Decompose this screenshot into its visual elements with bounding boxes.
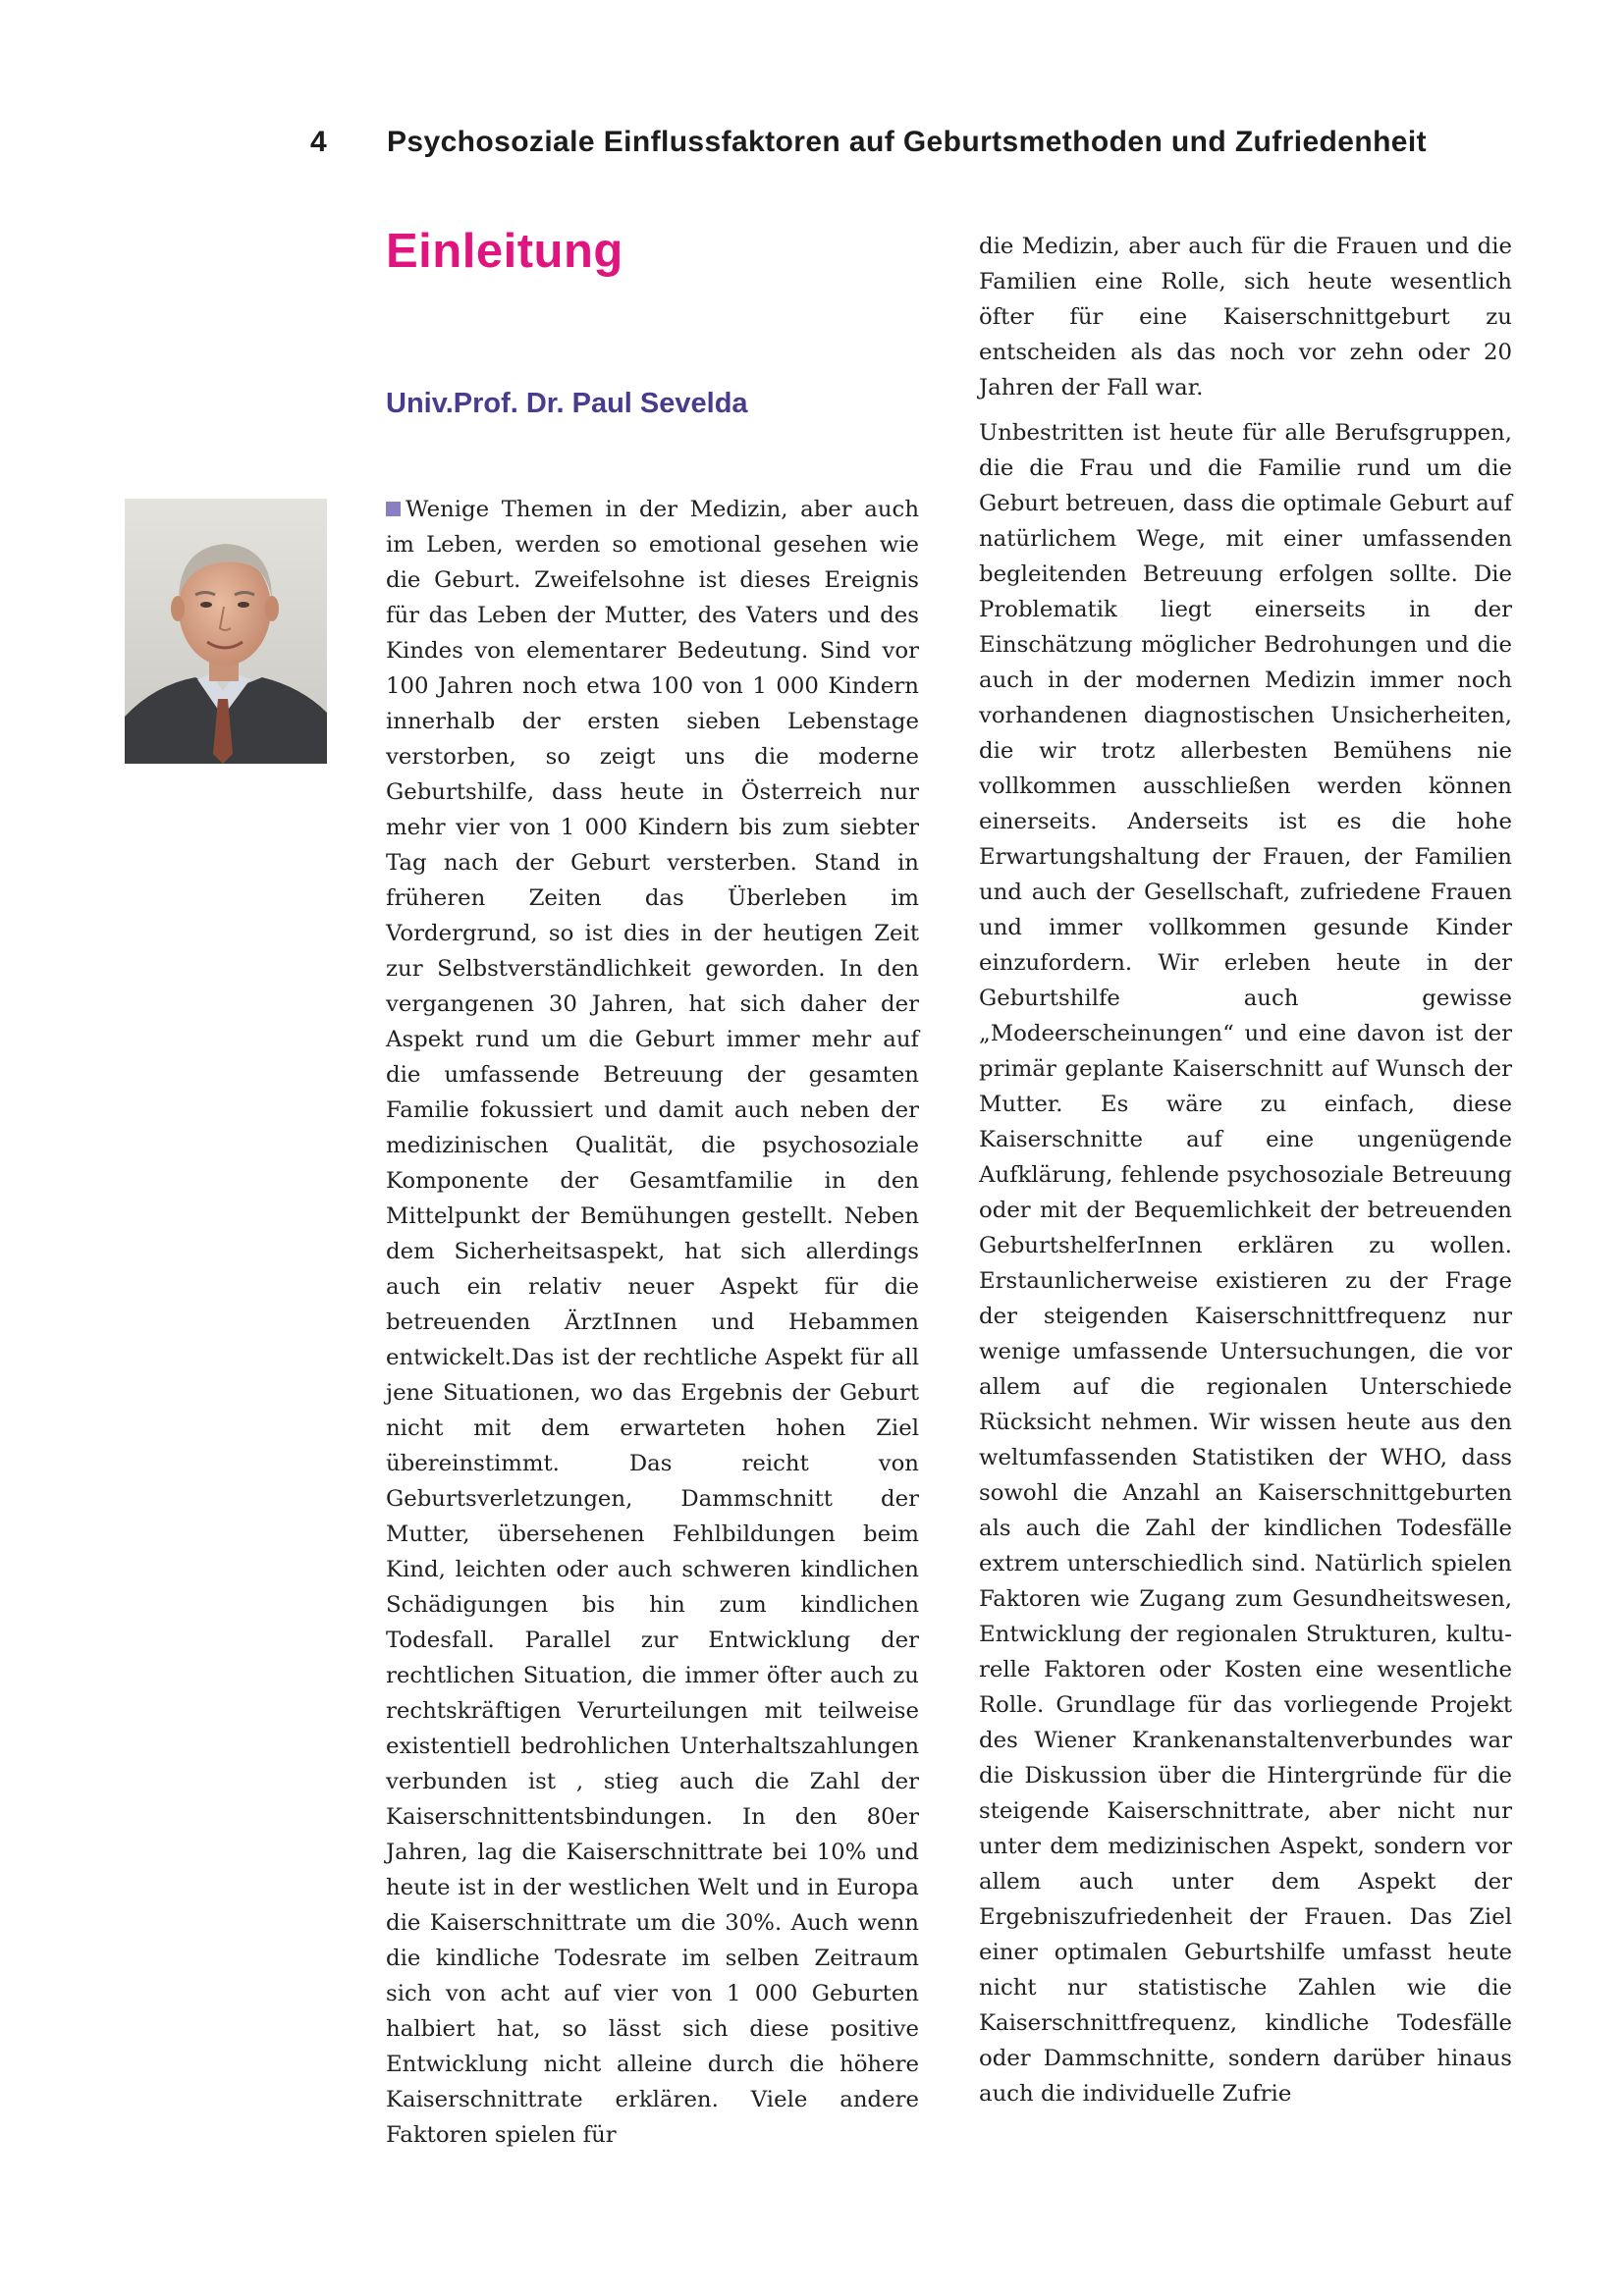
running-header-title: Psychosoziale Einflussfaktoren auf Geburtsmethoden und Zufriedenheit [387,126,1428,158]
author-portrait-image [125,499,327,764]
paragraph [386,492,919,2153]
text-column-left [386,492,919,2153]
paragraph-text: Wenige Themen in der Medizin, aber auch im Leben, werden so emotional gesehen wie die Geburt. Zweifelsohne ist dieses Ereignis für das Leben der Mutter, des Vaters und des Kindes von elementarer Bedeutung. Sind vor 100 Jahren noch etwa 100 von 1 000 Kindern innerhalb der ersten sieben Lebenstage verstorben, so zeigt uns die moderne Geburtshilfe, dass heute in Österreich nur mehr vier von 1 000 Kindern bis zum siebter Tag nach der Geburt versterben. Stand in früheren Zeiten das Überleben im Vordergrund, so ist dies in der heutigen Zeit zur Selbstverständlichkeit geworden. In den vergangenen 30 Jahren, hat sich daher der Aspekt rund um die Geburt immer mehr auf die umfassende Betreuung der gesamten Familie fokussiert und damit auch neben der medizinischen Qualität, die psychosoziale Komponente der Gesamtfamilie in den Mittelpunkt der Bemühungen gestellt. Neben dem Sicherheitsaspekt, hat sich allerdings auch ein relativ neuer Aspekt für die betreuenden ÄrztInnen und Hebammen entwickelt.Das ist der rechtliche Aspekt für all jene Situationen, wo das Ergebnis der Geburt nicht mit dem erwarteten hohen Ziel übereinstimmt. Das reicht von Geburtsverletzungen, Dammschnitt der Mutter, übersehenen Fehlbildungen beim Kind, leichten oder auch schweren kindlichen Schädigungen bis hin zum kindlichen Todesfall. Parallel zur Entwicklung der rechtlichen Situation, die immer öfter auch zu rechtskräftigen Verurteilungen mit teilweise existentiell bedrohlichen Unterhaltszahlungen verbunden ist , stieg auch die Zahl der Kaiserschnittentsbindungen. In den 80er Jahren, lag die Kaiserschnittrate bei 10% und heute ist in der westlichen Welt und in Europa die Kaiserschnittrate um die 30%. Auch wenn die kindliche Todesrate im selben Zeitraum sich von acht auf vier von 1 000 Geburten halbiert hat, so lässt sich diese positive Entwicklung nicht alleine durch die höhere Kaiserschnittrate erklären. Viele andere Faktoren spielen für [386,497,919,2148]
author-name: Univ.Prof. Dr. Paul Sevelda [386,388,748,419]
page-number: 4 [310,126,328,158]
paragraph-marker-icon [386,502,401,516]
paragraph: Unbestritten ist heute für alle Berufsgruppen, die die Frau und die Familie rund um die Geburt betreuen, dass die optimale Geburt auf natürlichem Wege, mit einer umfassenden begleitenden Betreuung erfolgen sollte. Die Problematik liegt einerseits in der Einschätzung möglicher Bedrohungen und die auch in der modernen Medizin immer noch vorhandenen diagnostischen Unsicherheiten, die wir trotz allerbesten Bemühens nie vollkommen ausschließen werden können einerseits. Anderseits ist es die hohe Erwartungshaltung der Frauen, der Familien und auch der Gesellschaft, zufriedene Frauen und immer vollkommen gesunde Kinder einzufordern. Wir erleben heute in der Geburtshilfe auch gewisse „Modeerscheinungen“ und eine davon ist der primär geplante Kaiserschnitt auf Wunsch der Mutter. Es wäre zu einfach, diese Kaiserschnitte auf eine ungenügende Aufklärung, fehlende psychosoziale Betreuung oder mit der Bequemlichkeit der betreuenden GeburtshelferInnen erklären zu wollen. Erstaunlicherweise existieren zu der Frage der steigenden Kaiserschnittfrequenz nur wenige umfassende Untersuchungen, die vor allem auf die regionalen Unterschiede Rücksicht nehmen. Wir wissen heute aus den weltumfassenden Statistiken der WHO, dass sowohl die Anzahl an Kaiserschnittgeburten als auch die Zahl der kindlichen Todesfälle extrem unterschiedlich sind. Natürlich spielen Faktoren wie Zugang zum Gesundheitswesen, Entwicklung der regionalen Strukturen, kulturelle Faktoren oder Kosten eine wesentliche Rolle. Grundlage für das vorliegende Projekt des Wiener Krankenanstaltenverbundes war die Diskussion über die Hintergründe für die steigende Kaiserschnittrate, aber nicht nur unter dem medizinischen Aspekt, sondern vor allem auch unter dem Aspekt der Ergebniszufriedenheit der Frauen. Das Ziel einer optimalen Geburtshilfe umfasst heute nicht nur statistische Zahlen wie die Kaiserschnittfrequenz, kindliche Todesfälle oder Dammschnitte, sondern darüber hinaus auch die individuelle Zufrie [979,420,1512,2107]
section-title: Einleitung [386,225,623,278]
running-header [310,126,1428,165]
paragraph: die Medizin, aber auch für die Frauen und die Familien eine Rolle, sich heute wesentlich öfter für eine Kaiserschnittgeburt zu entscheiden als das noch vor zehn oder 20 Jahren der Fall war. [979,234,1512,400]
text-column-right [979,229,1512,2111]
author-portrait [125,499,327,764]
